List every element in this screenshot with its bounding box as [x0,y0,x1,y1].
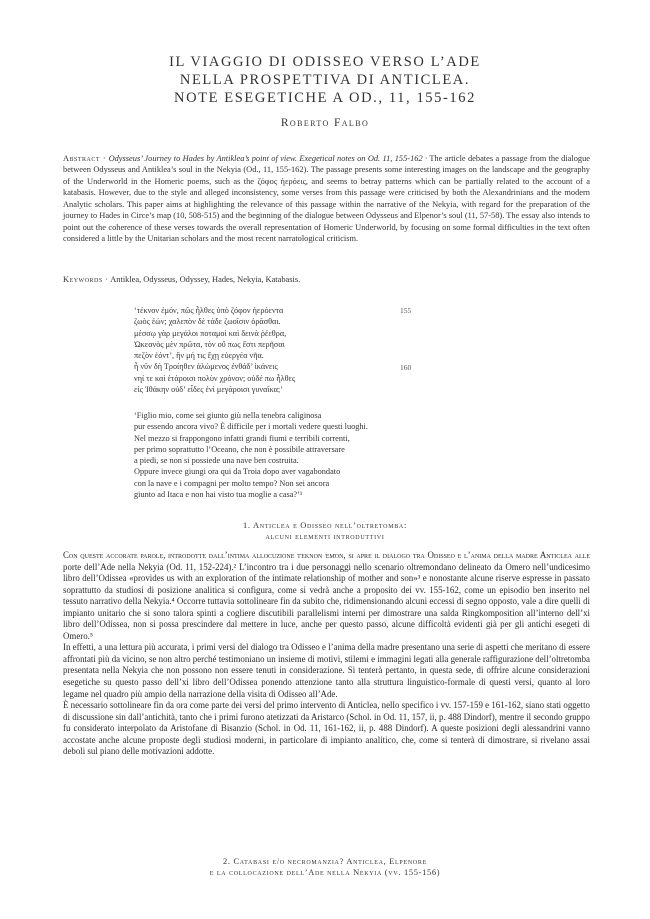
section-2-subheading: e la collocazione dell’Ade nella Nekyia (vv. 155-156) [209,868,441,877]
greek-quotation [134,305,434,395]
keywords-label: Keywords · [63,275,109,284]
translation-line: Oppure invece giungi ora qui da Troia dopo aver vagabondato [134,467,341,477]
translation-line: a piedi, se non si possiede una nave ben costruita. [134,456,299,466]
article-title-line-3: NOTE ESEGETICHE A OD., 11, 155-162 [174,90,476,106]
greek-line: ‘τέκνον ἐμόν, πῶς ἦλθες ὑπὸ ζόφον ἠερόεντα [134,306,284,315]
translation-line: per primo soprattutto l’Oceano, che non è possibile attraversare [134,444,345,454]
section-1-subheading: alcuni elementi introduttivi [265,532,385,541]
author-name: Roberto Falbo [280,117,370,129]
translation-line: con la nave e i compagni per molto tempo? Non sei ancora [134,478,330,488]
body-text [63,550,590,758]
translation-line: ‘Figlio mio, come sei giunto giù nella tenebra caliginosa [134,411,322,420]
article-title-line-2: NELLA PROSPETTIVA DI ANTICLEA. [179,72,471,88]
greek-line: μέσσῳ γὰρ μεγάλοι ποταμοὶ καὶ δεινὰ ῥέεθρα, [134,328,287,338]
section-2-heading: 2. Catabasi e/o necromanzia? Anticlea, Elpenore [223,857,427,866]
line-number-160: 160 [400,363,412,372]
greek-line: Ὠκεανὸς μὲν πρῶτα, τὸν οὔ πως ἔστι περῆσαι [134,339,285,349]
keywords-text: Antiklea, Odysseus, Odyssey, Hades, Nekyia, Katabasis. [110,275,301,284]
abstract-subtitle: Odysseus’ Journey to Hades by Antiklea’s point of view. Exegetical notes on Od. 11, 155-162 · [108,154,428,163]
greek-line: ἦ νῦν δὴ Τροίηθεν ἀλώμενος ἐνθάδ’ ἱκάνεις [134,362,278,372]
body-paragraph-2: In effetti, a una lettura più accurata, i primi versi del dialogo tra Odisseo e l’anima della madre presentano una serie di aspetti che meritano di essere affrontati più da vicino, se non altro perché testimoniano un insieme di motivi, stilemi e immagini legati alla generale raffigurazione dell’oltretomba presentata nella Nekyia che non possono non essere tenuti in considerazione. Si tenterà pertanto, in questa sede, di offrire alcune considerazioni esegetiche su questo passo dell’xi libro dell’Odissea ponendo attenzione tanto alla struttura linguistico-formale di questi versi, quanto al loro legame nel quadro più ampio della narrazione della visita di Odisseo all’Ade. [63,642,590,699]
keywords [63,274,590,285]
body-paragraph-1: Con queste accorate parole, introdotte dall’intima allocuzione τέκνον ἐμόν, si apre il dialogo tra Odisseo e l’anima della madre Anticlea alle porte dell’Ade nella Nekyia (Od. 11, 152-224).² L’incontro tra i due personaggi nello scenario oltremondano delineato da Omero nell’undicesimo libro dell’Odissea «provides us with an exploration of the intimate relationship of mother and son»³ e nonostante alcune riserve espresse in passato soprattutto da studiosi di posizione analitica si configura, come si vedrà anche a proposito dei vv. 155-162, come un episodio ben inserito nel tessuto narrativo della Nekyia.⁴ Occorre tuttavia sottolineare fin da subito che, ridimensionando alcuni eccessi di segno opposto, vale a dire quelli di impianto unitario che si sono talora spinti a cogliere discutibili parallelismi interni per dimostrare una salda Ringkomposition all’interno dell’xi libro dell’Odissea, non si possa prescindere dal mettere in luce, anche per questo passo, alcune difficoltà evidenti già per gli antichi esegeti di Omero.⁵ [63,550,590,641]
greek-line: νηί τε καὶ ἑτάροισι πολὺν χρόνον; οὐδέ πω ἦλθες [134,373,296,383]
greek-line: πεζὸν ἐόντ’, ἢν μή τις ἔχῃ εὐεργέα νῆα. [134,351,264,361]
abstract-text: The article debates a passage from the dialogue between Odysseus and Antiklea’s soul in the Nekyia (Od., 11, 155-162). The passage presents some interesting images on the landscape and the geography of the Underworld in the Homeric poems, such as the ζόφος ἠερόεις, and seems to betray patterns which can be partially related to the account of a katabasis. However, due to the style and alleged inconsistency, some verses from this passage were criticised by both the Alexandrinians and the modern Analytic scholars. This paper aims at highlighting the relevance of this passage within the narrative of the Nekyia, with regard for the preparation of the journey to Hades in Circe’s map (10, 508-515) and the beginning of the dialogue between Odysseus and Elpenor’s soul (11, 57-58). The essay also intends to point out the coherence of these verses towards the overall representation of Homeric Underworld, by focusing on some formal difficulties in the text often considered a little by the Unitarian scholars and the most recent narratological criticism. [63,154,590,244]
article-title-line-1: IL VIAGGIO DI ODISSEO VERSO L’ADE [169,54,481,70]
translation-line: Nel mezzo si frappongono infatti grandi fiumi e terribili correnti, [134,433,350,443]
translation-line: pur essendo ancora vivo? È difficile per i mortali vedere questi luoghi. [134,422,368,432]
line-number-155: 155 [400,306,412,315]
translation-line: giunto ad Itaca e non hai visto tua moglie a casa?’¹ [134,490,303,500]
italian-translation [134,410,464,500]
abstract [63,153,590,245]
greek-line: ζωὸς ἐών; χαλεπὸν δὲ τάδε ζωοῖσιν ὁρᾶσθαι. [134,317,281,327]
section-1-heading: 1. Anticlea e Odisseo nell’oltretomba: [242,521,407,530]
body-paragraph-3: È necessario sottolineare fin da ora come parte dei versi del primo intervento di Anticlea, nello specifico i vv. 157-159 e 161-162, siano stati oggetto di discussione sin dall’antichità, tanto che i primi furono atetizzati da Aristarco (Schol. in Od. 11, 157, ii, p. 488 Dindorf), mentre il secondo gruppo fu considerato interpolato da Aristofane di Bisanzio (Schol. in Od. 11, 161-162, ii, p. 488 Dindorf). A queste posizioni degli alessandrini vanno accostate anche alcune proposte degli studiosi moderni, in particolare di impianto analitico, che, come si tenterà di dimostrare, si rivelano assai deboli sul piano delle motivazioni addotte. [63,700,590,757]
greek-line: εἰς Ἰθάκην οὐδ’ εἶδες ἐνὶ μεγάροισι γυναῖκα;’ [134,385,283,395]
abstract-label: Abstract · [63,154,107,163]
